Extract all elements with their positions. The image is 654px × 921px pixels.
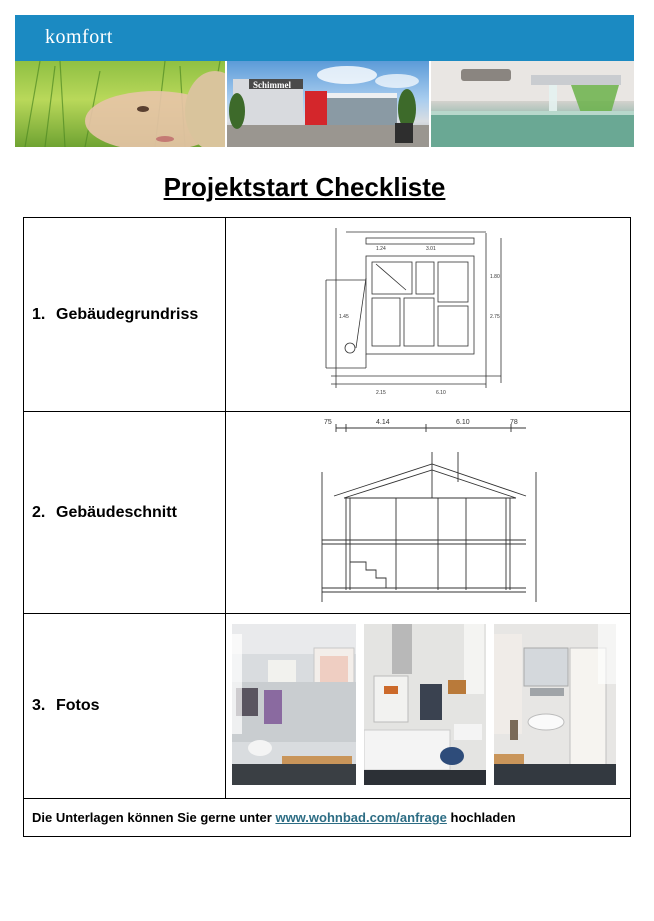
svg-text:4.14: 4.14	[376, 419, 390, 426]
footer-row	[24, 799, 630, 836]
header-photo-bath-faucet	[431, 61, 634, 147]
brand-logo-text: komfort	[45, 26, 113, 48]
upload-note	[32, 810, 516, 825]
row-number: 1.	[32, 305, 46, 323]
svg-text:6.10: 6.10	[436, 390, 446, 396]
upload-note-text-before: Die Unterlagen können Sie gerne unter	[32, 810, 276, 825]
upload-note-text-after: hochladen	[446, 810, 516, 825]
bathroom-photo-heater	[364, 624, 486, 785]
svg-text:78: 78	[510, 419, 518, 426]
header-photo-grass-woman	[15, 61, 225, 147]
table-row	[24, 412, 630, 614]
row-label: Gebäudegrundriss	[56, 305, 199, 323]
row-number: 3.	[32, 697, 46, 714]
bathroom-photo-sink	[494, 624, 616, 785]
svg-text:1.24: 1.24	[376, 246, 386, 252]
row-label-cell	[24, 412, 226, 613]
page-title: Projektstart Checkliste	[163, 172, 446, 202]
header-photo-showroom	[227, 61, 428, 147]
header-banner	[15, 15, 634, 61]
bathroom-photo-window	[232, 624, 356, 785]
svg-text:3.01: 3.01	[426, 246, 436, 252]
checklist-table	[23, 217, 631, 837]
svg-text:2.75: 2.75	[490, 314, 500, 320]
row-label-cell	[24, 218, 226, 411]
header-photo-strip	[15, 61, 634, 147]
bathroom-photos	[226, 614, 630, 798]
upload-link[interactable]: www.wohnbad.com/anfrage	[275, 810, 447, 825]
table-row	[24, 218, 630, 412]
row-label-cell	[24, 614, 226, 798]
svg-text:75: 75	[324, 419, 332, 426]
building-section-drawing	[226, 412, 630, 613]
table-row	[24, 614, 630, 799]
row-label: Fotos	[56, 697, 100, 714]
row-number: 2.	[32, 503, 46, 521]
svg-text:6.10: 6.10	[456, 419, 470, 426]
svg-text:Schimmel: Schimmel	[253, 80, 292, 90]
svg-text:2.15: 2.15	[376, 390, 386, 396]
floor-plan-drawing	[226, 218, 630, 411]
svg-text:1.80: 1.80	[490, 274, 500, 280]
svg-text:1.45: 1.45	[339, 314, 349, 320]
row-label: Gebäudeschnitt	[56, 503, 177, 521]
